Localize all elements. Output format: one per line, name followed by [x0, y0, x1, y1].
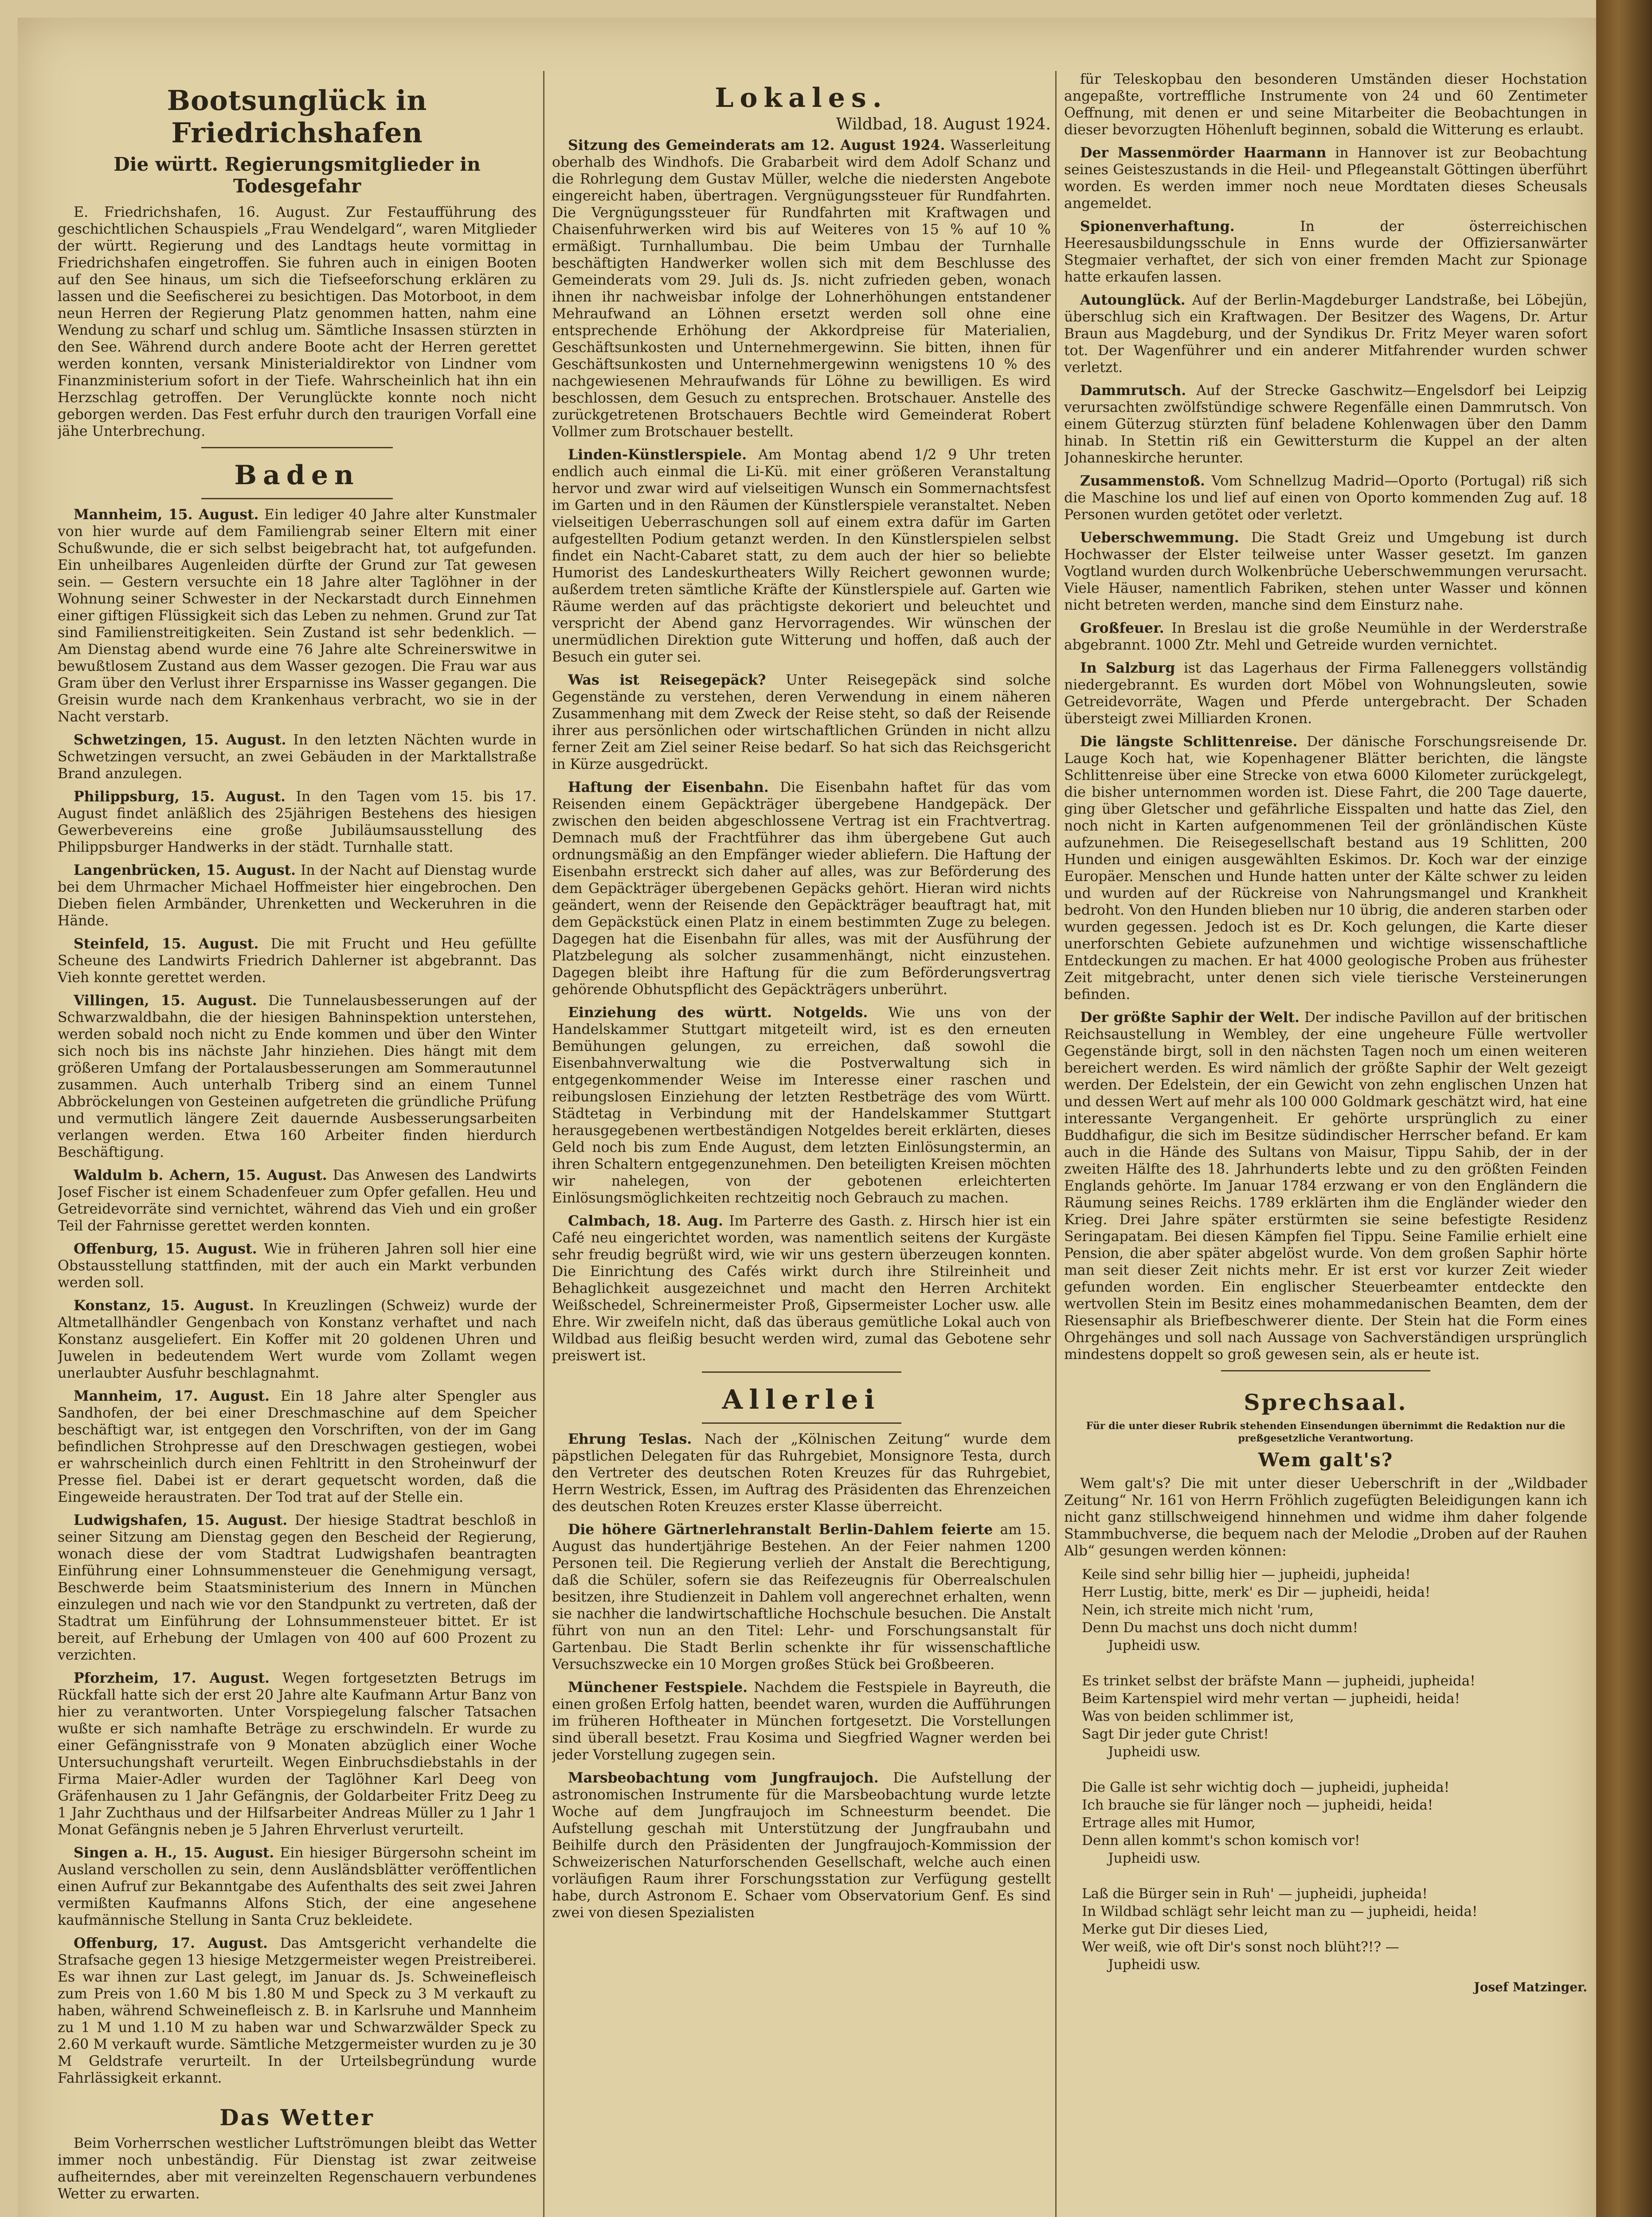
- signature: Josef Matzinger.: [1474, 1980, 1587, 1994]
- news-item-lead: Ueberschwemmung.: [1080, 529, 1239, 546]
- poem-line: Denn allen kommt's schon komisch vor!: [1082, 1833, 1360, 1849]
- news-item-text: In der österreichischen Heeresausbildungsschule in Enns wurde der Offiziersanwärter Stegmaier verhaftet, der sich von einer fremden Macht zur Spionage hatte erkaufen lassen.: [1064, 219, 1587, 285]
- news-item-text: In den letzten Nächten wurde in Schwetzingen versucht, an zwei Gebäuden in der Marktallstraße Brand anzulegen.: [58, 732, 536, 782]
- poem-line: Herr Lustig, bitte, merk' es Dir — jupheidi, heida!: [1082, 1584, 1431, 1600]
- divider: [702, 1371, 901, 1373]
- news-item-lead: Pforzheim, 17. August.: [74, 1670, 270, 1686]
- poem-line: Was von beiden schlimmer ist,: [1082, 1708, 1294, 1724]
- poem-line: Beim Kartenspiel wird mehr vertan — jupheidi, heida!: [1082, 1691, 1460, 1707]
- column-middle: [552, 71, 1051, 2217]
- news-item: [552, 1770, 1051, 1921]
- news-item-lead: Münchener Festspiele.: [568, 1679, 748, 1696]
- section-title-sprechsaal: Sprechsaal.: [1244, 1389, 1408, 1415]
- news-item-text: In Breslau ist die große Neumühle in der Werderstraße abgebrannt. 1000 Ztr. Mehl und Getreide wurden vernichtet.: [1064, 620, 1587, 653]
- baden-news-list: [58, 506, 536, 2087]
- poem-line: [1082, 1867, 1587, 1885]
- news-item-text: Die Tunnelausbesserungen auf der Schwarzwaldbahn, die der hiesigen Bahninspektion unterstehen, werden sobald noch nicht zu Ende kommen und über den Winter sich noch bis ins nächste Jahr hinziehen. Dies hängt mit dem größeren Umfang der Portalausbesserungen am Sommerautunnel zusammen. Auch unterhalb Triberg sind an einem Tunnel Abbröckelungen von Gesteinen aufgetreten die gründliche Prüfung und vermutlich längere Zeit dauernde Ausbesserungsarbeiten verlangen werden. Etwa 160 Arbeiter finden hierdurch Beschäftigung.: [58, 993, 536, 1160]
- poem: [1082, 1566, 1587, 1974]
- poem-line: Ich brauche sie für länger noch — jupheidi, heida!: [1082, 1797, 1433, 1813]
- poem-intro: Wem galt's? Die mit unter dieser Ueberschrift in der „Wildbader Zeitung“ Nr. 161 von Herrn Fröhlich zugefügten Beleidigungen kann ich nicht ganz stillschweigend hinnehmen und widme ihm daher folgende Stammbuchverse, die bequem nach der Melodie „Droben auf der Rauhen Alb“ gesungen werden können:: [1064, 1476, 1587, 1559]
- news-item: [1064, 145, 1587, 212]
- news-item-text: Unter Reisegepäck sind solche Gegenstände zu verstehen, deren Verwendung in einem näheren Zusammenhang mit dem Zweck der Reise steht, so daß der Reisende ihrer aus persönlichen oder wirtschaftlichen Gründen in nicht allzu ferner Zeit am Ziel seiner Reise bedarf. So hat sich das Reichsgericht in Kürze ausgedrückt.: [552, 672, 1051, 772]
- poem-line: Denn Du machst uns doch nicht dumm!: [1082, 1620, 1358, 1636]
- section-title-lokales: Lokales.: [715, 82, 888, 114]
- news-item-lead: Waldulm b. Achern, 15. August.: [74, 1167, 327, 1183]
- news-item: [58, 992, 536, 1161]
- poem-line: In Wildbad schlägt sehr leicht man zu — jupheidi, heida!: [1082, 1904, 1478, 1919]
- news-item-text: Wegen fortgesetzten Betrugs im Rückfall hatte sich der erst 20 Jahre alte Kaufmann Artur Banz von hier zu verantworten. Unter Vorspiegelung falscher Tatsachen wußte er sich namhafte Beträge zu erschwindeln. Er wurde zu einer Gefängnisstrafe von 9 Monaten abzüglich einer Woche Untersuchungshaft verurteilt. Wegen Einbruchsdiebstahls in der Firma Maier-Adler wurden der Taglöhner Karl Deeg von Gräfenhausen zu 1 Jahr Gefängnis, der Goldarbeiter Fritz Deeg zu 1 Jahr Zuchthaus und der Hilfsarbeiter Andreas Müller zu 1 Jahr 1 Monat Gefängnis neben je 5 Jahren Ehrverlust verurteilt.: [58, 1670, 536, 1838]
- news-item-lead: Ehrung Teslas.: [568, 1431, 692, 1447]
- news-item-lead: Die höhere Gärtnerlehranstalt Berlin-Dahlem feierte: [568, 1521, 993, 1538]
- news-item-lead: Singen a. H., 15. August.: [74, 1845, 274, 1861]
- divider: [702, 1422, 901, 1424]
- news-item-text: Auf der Strecke Gaschwitz—Engelsdorf bei Leipzig verursachten zwölfstündige schwere Regenfälle einen Dammrutsch. Von einem Güterzug stürzten fünf beladene Kohlenwagen über den Damm hinab. In Stettin riß ein Gewittersturm die Kuppel an der alten Johanneskirche herunter.: [1064, 383, 1587, 466]
- column-right: [1064, 71, 1587, 2217]
- section-title-allerlei: Allerlei: [722, 1384, 881, 1415]
- weather-text: Beim Vorherrschen westlicher Luftströmungen bleibt das Wetter immer noch unbeständig. Für Dienstag ist zwar zeitweise aufheiterndes, aber mit vereinzelten Regenschauern verbundenes Wetter zu erwarten.: [58, 2135, 536, 2202]
- news-item-text: in Hannover ist zur Beobachtung seines Geisteszustands in die Heil- und Pflegeanstalt Göttingen überführt worden. Es werden immer noch neue Mordtaten dieses Scheusals angemeldet.: [1064, 145, 1587, 212]
- news-item: [58, 732, 536, 782]
- news-item: [552, 779, 1051, 998]
- news-item: [552, 1431, 1051, 1515]
- divider: [201, 447, 393, 448]
- section-title-baden: Baden: [234, 460, 360, 491]
- news-item-lead: Dammrutsch.: [1080, 382, 1186, 399]
- news-item-text: Wie in früheren Jahren soll hier eine Obstausstellung stattfinden, mit der auch ein Markt verbunden werden soll.: [58, 1241, 536, 1291]
- news-item-text: ist das Lagerhaus der Firma Falleneggers vollständig niedergebrannt. Es wurden dort Möbel von Wohnungsleuten, sowie Getreidevorräte, Wagen und Pferde untergebracht. Der Schaden übersteigt zwei Milliarden Kronen.: [1064, 660, 1587, 727]
- news-item: [58, 1670, 536, 1838]
- news-item-text: Auf der Berlin-Magdeburger Landstraße, bei Löbejün, überschlug sich ein Kraftwagen. Der Besitzer des Wagens, Dr. Artur Braun aus Magdeburg, und der Syndikus Dr. Fritz Meyer waren sofort tot. Der Wagenführer und ein anderer Mitfahrender wurden schwer verletzt.: [1064, 292, 1587, 376]
- news-item-lead: Haftung der Eisenbahn.: [568, 779, 769, 795]
- news-item-text: Das Anwesen des Landwirts Josef Fischer ist einem Schadenfeuer zum Opfer gefallen. Heu und Getreidevorräte sind vernichtet, während das Vieh und ein großer Teil der Fahrnisse gerettet werden konnten.: [58, 1167, 536, 1234]
- news-item: [552, 1004, 1051, 1206]
- news-item-lead: Marsbeobachtung vom Jungfraujoch.: [568, 1770, 879, 1786]
- news-item-text: Im Parterre des Gasth. z. Hirsch hier ist ein Café neu eingerichtet worden, was namentlich seitens der Kurgäste sehr freudig begrüßt wird, wie wir uns gestern überzeugen konnten. Die Einrichtung des Cafés wirkt durch ihre Stilreinheit und Behaglichkeit ausgezeichnet und macht den Herren Architekt Weißschedel, Schreinermeister Proß, Gipsermeister Locher usw. alle Ehre. Wir zweifeln nicht, daß das überaus gemütliche Lokal auch von Wildbad aus fleißig besucht werden wird, zumal das Gebotene sehr preiswert ist.: [552, 1213, 1051, 1364]
- poem-line: Wer weiß, wie oft Dir's sonst noch blüht?!? —: [1082, 1939, 1399, 1955]
- poem-title: Wem galt's?: [1258, 1449, 1394, 1471]
- news-item-text: Ein hiesiger Bürgersohn scheint im Ausland verschollen zu sein, denn Ausländsblätter veröffentlichen einen Aufruf zur Bekanntgabe des Aufenthalts des seit zwei Jahren vermißten Kaufmanns Alfons Stich, der eine angesehene kaufmännische Stellung in Santa Cruz bekleidete.: [58, 1845, 536, 1928]
- poem-line: Jupheidi usw.: [1082, 1637, 1201, 1653]
- news-item-lead: Ludwigshafen, 15. August.: [74, 1512, 288, 1528]
- news-item-lead: Offenburg, 17. August.: [74, 1935, 268, 1951]
- news-item: [58, 506, 536, 725]
- local-news-list: [552, 137, 1051, 1364]
- news-item-lead: Der größte Saphir der Welt.: [1080, 1009, 1300, 1026]
- news-item: [1064, 1009, 1587, 1363]
- news-item-text: Ein lediger 40 Jahre alter Kunstmaler von hier wurde auf dem Familiengrab seiner Eltern mit einer Schußwunde, die er sich selbst beigebracht hat, tot aufgefunden. Ein unheilbares Augenleiden dürfte der Grund zur Tat gewesen sein. — Gestern versuchte ein 18 Jahre alter Taglöhner in der Wohnung seiner Schwester in der Neckarstadt durch Einnehmen einer giftigen Flüssigkeit sich das Leben zu nehmen. Grund zur Tat sind Familienstreitigkeiten. Sein Zustand ist sehr bedenklich. — Am Dienstag abend wurde eine 76 Jahre alte Schreinerswitwe in bewußtlosem Zustand aus dem Wasser gezogen. Die Frau war aus Gram über den Verlust ihrer Ersparnisse ins Wasser gegangen. Die Greisin wurde nach dem Krankenhaus verbracht, wo sie in der Nacht verstarb.: [58, 507, 536, 725]
- news-item-lead: Philippsburg, 15. August.: [74, 788, 286, 805]
- poem-line: Keile sind sehr billig hier — jupheidi, jupheida!: [1082, 1567, 1411, 1582]
- news-item: [1064, 382, 1587, 466]
- news-item-text: In der Nacht auf Dienstag wurde bei dem Uhrmacher Michael Hoffmeister hier eingebrochen. Den Dieben fielen Armbänder, Uhrenketten und Weckeruhren in die Hände.: [58, 862, 536, 929]
- news-item-text: Der dänische Forschungsreisende Dr. Lauge Koch hat, wie Kopenhagener Blätter berichten, die längste Schlittenreise über eine Strecke von etwa 6000 Kilometer zurückgelegt, die bisher unternommen worden ist. Diese Fahrt, die 200 Tage dauerte, ging über Gletscher und gefährliche Eisspalten und hatte das Ziel, den noch nicht in Karten aufgenommenen Teil der grönländischen Küste aufzunehmen. Die Reisegesellschaft bestand aus 19 Schlitten, 200 Hunden und einigen ausgewählten Eskimos. Dr. Koch war der einzige Europäer. Menschen und Hunde hatten unter der Kälte schwer zu leiden und wurden auf der Rückreise von Nahrungsmangel und Krankheit bedroht. Von den Hunden blieben nur 10 übrig, die anderen starben oder wurden gegessen. Jedoch ist es Dr. Koch gelungen, die Karte dieser unerforschten Gebiete aufzunehmen und wichtige wissenschaftliche Entdeckungen zu machen. Er hat 4000 geologische Proben aus frühester Zeit mitgebracht, unter denen sich viele tierische Versteinerungen befinden.: [1064, 734, 1587, 1003]
- news-item-text: In Kreuzlingen (Schweiz) wurde der Altmetallhändler Gengenbach von Konstanz verhaftet und nach Konstanz ausgeliefert. Ein Koffer mit 20 goldenen Uhren und Juwelen in bedeutendem Wert wurde vom Zollamt wegen unerlaubter Ausfuhr beschlagnahmt.: [58, 1298, 536, 1381]
- news-item: [1064, 473, 1587, 523]
- poem-line: [1082, 1761, 1587, 1778]
- poem-line: [1082, 1654, 1587, 1672]
- news-item: [58, 1935, 536, 2087]
- news-item: [1064, 733, 1587, 1003]
- poem-line: Die Galle ist sehr wichtig doch — jupheidi, jupheida!: [1082, 1779, 1450, 1795]
- news-item-lead: Linden-Künstlerspiele.: [568, 447, 747, 463]
- column-rule: [543, 71, 544, 2217]
- news-item-lead: Großfeuer.: [1080, 620, 1164, 636]
- news-item: [1064, 620, 1587, 654]
- news-item-text: Der hiesige Stadtrat beschloß in seiner Sitzung am Dienstag gegen den Bescheid der Regierung, wonach diese der vom Stadtrat Ludwigshafen beantragten Einführung einer Lohnsummensteuer die Genehmigung versagt, Beschwerde beim Staatsministerium des Innern in München einzulegen und nach wie vor den Standpunkt zu vertreten, daß der Stadtrat um Einführung der Lohnsummensteuer bittet. Er ist bereit, auf Erhebung der Umlagen von 400 auf 600 Prozent zu verzichten.: [58, 1512, 536, 1663]
- subheadline: Die württ. Regierungsmitglieder in Todesgefahr: [114, 153, 481, 197]
- news-item: [58, 1388, 536, 1506]
- news-item: [1064, 529, 1587, 614]
- news-item: [58, 936, 536, 986]
- news-item-text: Wasserleitung oberhalb des Windhofs. Die Grabarbeit wird dem Adolf Schanz und die Rohrlegung dem Gustav Müller, welche die niedersten Angebote eingereicht haben, übertragen. Vergnügungssteuer für Rundfahrten. Die Vergnügungssteuer für Rundfahrten mit Kraftwagen und Chaisenfuhrwerken wird bis auf Weiteres von 15 % auf 10 % ermäßigt. Turnhallumbau. Die beim Umbau der Turnhalle beschäftigten Handwerker wollen sich mit dem Beschlusse des Gemeinderats vom 29. Juli ds. Js. nicht zufrieden geben, wonach ihnen ihr nachweisbar infolge der Lohnerhöhungen entstandener Mehraufwand an Löhnen ersetzt werden soll ohne eine entsprechende Erhöhung der Akkordpreise für Materialien, Geschäftsunkosten und Unternehmergewinn. Sie bitten, ihnen für Geschäftsunkosten und Unternehmergewinn wenigstens 10 % des nachgewiesenen Mehraufwands für Löhne zu bewilligen. Es wird beschlossen, dem Gesuch zu entsprechen. Brotschauer. Anstelle des zurückgetretenen Brotschauers Bechtle wird Gemeinderat Robert Vollmer zum Brotschauer bestellt.: [552, 137, 1051, 440]
- poem-line: Merke gut Dir dieses Lied,: [1082, 1921, 1268, 1937]
- news-item: [58, 862, 536, 929]
- news-item-text: Nachdem die Festspiele in Bayreuth, die einen großen Erfolg hatten, beendet waren, wurden die Aufführungen im früheren Hoftheater in München fortgesetzt. Die Vorstellungen sind überall besetzt. Frau Kosima und Siegfried Wagner werden bei jeder Vorstellung zugegen sein.: [552, 1680, 1051, 1763]
- news-item-lead: Einziehung des württ. Notgelds.: [568, 1004, 868, 1021]
- news-item-lead: Sitzung des Gemeinderats am 12. August 1924.: [568, 137, 945, 153]
- news-item-lead: In Salzburg: [1080, 660, 1175, 676]
- news-item-lead: Zusammenstoß.: [1080, 473, 1205, 489]
- news-item-text: Nach der „Kölnischen Zeitung“ wurde dem päpstlichen Delegaten für das Ruhrgebiet, Monsignore Testa, durch den Vertreter des deutschen Roten Kreuzes für das Ruhrgebiet, Herrn Westrick, Essen, im Auftrag des Präsidenten das Ehrenzeichen des deutschen Roten Kreuzes erster Klasse überreicht.: [552, 1431, 1051, 1515]
- news-item-lead: Schwetzingen, 15. August.: [74, 732, 286, 748]
- news-item: [552, 1213, 1051, 1364]
- poem-line: Ertrage alles mit Humor,: [1082, 1815, 1256, 1831]
- poem-line: Es trinket selbst der bräfste Mann — jupheidi, jupheida!: [1082, 1673, 1476, 1689]
- news-item: [552, 672, 1051, 773]
- news-item: [1064, 292, 1587, 376]
- news-item-lead: Steinfeld, 15. August.: [74, 936, 259, 952]
- news-item-text: Der indische Pavillon auf der britischen Reichsaustellung in Wembley, der eine ungeheure Fülle wertvoller Gegenstände birgt, soll in den nächsten Tagen noch um einen weiteren bereichert werden. Es wird nämlich der größte Saphir der Welt gezeigt werden. Der Edelstein, der ein Gewicht von zehn englischen Unzen hat und dessen Wert auf mehr als 100 000 Goldmark geschätzt wird, hat eine interessante Vergangenheit. Er gehörte ursprünglich zu einer Buddhafigur, die sich im Besitze südindischer Herrscher befand. Er kam auch in die Hände des Sultans von Maisur, Tippu Sahib, der in der zweiten Hälfte des 18. Jahrhunderts lebte und zu den größten Feinden Englands gehörte. Im Januar 1784 erzwang er von den Engländern die Räumung seines Reichs. 1789 erklärten ihm die Engländer wieder den Krieg. Drei Jahre später erstürmten sie seine befestigte Residenz Seringapatam. Bei diesen Kämpfen fiel Tippu. Seine Familie erhielt eine Pension, die aber später abgelöst wurde. Von dem großen Saphir hörte man seit dieser Zeit nichts mehr. Er ist erst vor kurzer Zeit wieder gefunden worden. Ein englischer Steuerbeamter entdeckte den wertvollen Stein im Besitz eines mohammedanischen Beamten, dem der Riesensaphir als Briefbeschwerer diente. Der Stein hat die Form eines Ohrgehänges und soll nach Aussage von Sachverständigen ursprünglich mindestens doppelt so groß gewesen sein, als er heute ist.: [1064, 1010, 1587, 1363]
- news-item-lead: Calmbach, 18. Aug.: [568, 1213, 723, 1229]
- weather-title: Das Wetter: [219, 2104, 375, 2131]
- news-item-text: für Teleskopbau den besonderen Umständen dieser Hochstation angepaßte, vortreffliche Instrumente von 24 und 60 Zentimeter Oeffnung, mit denen er und seine Mitarbeiter die Beobachtungen in dieser bevorzugten Höhenluft beginnen, sobald die Witterung es erlaubt.: [1064, 71, 1587, 138]
- news-item-lead: Mannheim, 17. August.: [74, 1388, 270, 1404]
- news-item-text: Die Eisenbahn haftet für das vom Reisenden einem Gepäckträger übergebene Handgepäck. Der zwischen den beiden abgeschlossene Vertrag ist ein Frachtvertrag. Demnach muß der Frachtführer das ihm übergebene Gut auch ordnungsmäßig an den Empfänger wieder abliefern. Die Haftung der Eisenbahn erstreckt sich daher auf alles, was zur Beförderung des dem Gepäckträger übergebenen Gepäcks gehört. Hieran wird nichts geändert, wenn der Reisende den Gepäckträger beauftragt hat, mit dem Gepäckstück einen Platz in einem bestimmten Zuge zu belegen. Dagegen hat die Eisenbahn für alles, was mit der Ausführung der Platzbelegung als solcher zusammenhängt, nicht einzustehen. Dagegen bleibt ihre Haftung für die zum Beförderungsvertrag gehörende Obhutspflicht des Gepäckträgers unberührt.: [552, 779, 1051, 998]
- news-item-text: am 15. August das hundertjährige Bestehen. An der Feier nahmen 1200 Personen teil. Die Regierung verlieh der Anstalt die Berechtigung, daß die Schüler, sofern sie das Reifezeugnis für Oberrealschulen besitzen, ihre Studienzeit in Dahlem voll angerechnet erhalten, wenn sie nachher die landwirtschaftliche Hochschule besuchen. Die Anstalt führt von nun an den Titel: Lehr- und Forschungsanstalt für Gartenbau. Die Stadt Berlin schenkte ihr für wissenschaftliche Versuchszwecke ein 10 Morgen großes Stück bei Großbeeren.: [552, 1522, 1051, 1673]
- headline: Bootsunglück in Friedrichshafen: [167, 84, 427, 149]
- editorial-note: Für die unter dieser Rubrik stehenden Einsendungen übernimmt die Redaktion nur die preßgesetzliche Verantwortung.: [1086, 1420, 1566, 1444]
- news-item-text: Die Stadt Greiz und Umgebung ist durch Hochwasser der Elster teilweise unter Wasser gesetzt. Im ganzen Vogtland wurden durch Wolkenbrüche Ueberschwemmungen verursacht. Viele Häuser, namentlich Fabriken, stehen unter Wasser und können nicht betreten werden, manche sind dem Einsturz nahe.: [1064, 530, 1587, 613]
- book-binding: [1596, 0, 1652, 2217]
- news-item: [58, 788, 536, 856]
- news-item: [58, 1167, 536, 1234]
- news-item: [552, 447, 1051, 666]
- news-item-text: Am Montag abend 1/2 9 Uhr treten endlich auch einmal die Li-Kü. mit einer größeren Veranstaltung hervor und zwar wird auf vielseitigen Wunsch ein Sommernachtsfest im Garten und in den Räumen der Künstlerspiele veranstaltet. Neben vielseitigen Ueberraschungen soll auf einem extra dafür im Garten aufgestellten Podium getanzt werden. In den Künstlerspielen selbst findet ein Nacht-Cabaret statt, zu dem auch der hier so beliebte Humorist des Landeskurtheaters Willy Reichert gewonnen wurde; außerdem treten sämtliche Kräfte der Künstlerspiele auf. Garten wie Räume werden auf das prächtigste dekoriert und beleuchtet und verspricht der Abend ganz Hervorragendes. Wir wünschen der unermüdlichen Direktion gute Witterung und hoffen, daß auch der Besuch ein guter sei.: [552, 447, 1051, 665]
- news-item: [1064, 218, 1587, 286]
- news-item-lead: Die längste Schlittenreise.: [1080, 733, 1298, 750]
- news-item-lead: Der Massenmörder Haarmann: [1080, 145, 1327, 161]
- poem-line: Jupheidi usw.: [1082, 1744, 1201, 1760]
- poem-line: Sagt Dir jeder gute Christ!: [1082, 1726, 1269, 1742]
- news-item-text: Die mit Frucht und Heu gefüllte Scheune des Landwirts Friedrich Dahlerner ist abgebrannt. Das Vieh konnte gerettet werden.: [58, 936, 536, 986]
- news-item: [58, 1241, 536, 1291]
- poem-line: Jupheidi usw.: [1082, 1850, 1201, 1866]
- news-item-lead: Spionenverhaftung.: [1080, 218, 1235, 235]
- news-item-text: Wie uns von der Handelskammer Stuttgart mitgeteilt wird, ist es den erneuten Bemühungen gelungen, zu erreichen, daß sowohl die Eisenbahnverwaltung wie die Postverwaltung sich in entgegenkommender Weise im Interesse einer raschen und reibungslosen Einziehung der letzten Restbeträge des vom Württ. Städtetag in Verbindung mit der Handelskammer Stuttgart herausgegebenen wertbeständigen Notgeldes bereit erklärten, dieses Geld noch bis zum Ende August, dem letzten Einlösungstermin, an ihren Schaltern entgegenzunehmen. Den beteiligten Kreisen möchten wir nahelegen, von der gebotenen erleichterten Einlösungsmöglichkeiten rechtzeitig noch Gebrauch zu machen.: [552, 1005, 1051, 1206]
- column-left: [58, 71, 536, 2217]
- right-news-list: [1064, 71, 1587, 1363]
- poem-line: Laß die Bürger sein in Ruh' — jupheidi, jupheida!: [1082, 1886, 1428, 1902]
- poem-line: Jupheidi usw.: [1082, 1957, 1201, 1973]
- news-item: [552, 1679, 1051, 1763]
- news-item: [1064, 71, 1587, 138]
- divider: [201, 498, 393, 499]
- news-item-lead: Langenbrücken, 15. August.: [74, 862, 296, 878]
- news-item-text: In den Tagen vom 15. bis 17. August findet anläßlich des 25jährigen Bestehens des hiesigen Gewerbevereins eine große Jubiläumsausstellung des Philippsburger Handwerks in der städt. Turnhalle statt.: [58, 789, 536, 855]
- news-item-lead: Autounglück.: [1080, 292, 1186, 308]
- column-rule: [1055, 71, 1057, 2217]
- news-item: [58, 1512, 536, 1664]
- news-item: [58, 1845, 536, 1929]
- news-item: [552, 137, 1051, 440]
- news-item: [58, 1297, 536, 1382]
- newspaper-page: [18, 18, 1596, 2217]
- lead-article: E. Friedrichshafen, 16. August. Zur Festaufführung des geschichtlichen Schauspiels „Frau Wendelgard“, waren Mitglieder der württ. Regierung und des Landtags heute vormittag in Friedrichshafen eingetroffen. Sie fuhren auch in einigen Booten auf den See hinaus, um sich die Tiefseeforschung erklären zu lassen und die Seefischerei zu besichtigen. Das Motorboot, in dem neun Herren der Regierung Platz genommen hatten, nahm eine Wendung zu scharf und schlug um. Sämtliche Insassen stürzten in den See. Während durch andere Boote acht der Herren gerettet werden konnten, versank Ministerialdirektor von Lindner vom Finanzministerium sofort in der Tiefe. Wahrscheinlich hat ihn ein Herzschlag getroffen. Der Verunglückte konnte noch nicht geborgen werden. Das Fest erfuhr durch den traurigen Vorfall eine jähe Unterbrechung.: [58, 204, 536, 439]
- dateline: Wildbad, 18. August 1924.: [836, 115, 1051, 133]
- news-item-lead: Villingen, 15. August.: [74, 992, 257, 1009]
- news-item-lead: Was ist Reisegepäck?: [568, 672, 766, 688]
- news-item: [1064, 660, 1587, 727]
- news-item-text: Ein 18 Jahre alter Spengler aus Sandhofen, der bei einer Dreschmaschine auf dem Speicher beschäftigt war, ist entgegen den Vorschriften, von der im Gang befindlichen Strohpresse auf den Dreschwagen gestiegen, wobei er wahrscheinlich durch einen Fehltritt in den Stroheinwurf der Presse fiel. Dabei ist er derart gequetscht worden, daß die Eingeweide heraustraten. Der Tod trat auf der Stelle ein.: [58, 1388, 536, 1505]
- poem-line: Nein, ich streite mich nicht 'rum,: [1082, 1602, 1314, 1618]
- news-item-lead: Mannheim, 15. August.: [74, 506, 259, 523]
- divider: [1221, 1370, 1430, 1371]
- news-item: [552, 1521, 1051, 1673]
- news-item-text: Vom Schnellzug Madrid—Oporto (Portugal) riß sich die Maschine los und lief auf einen von Oporto kommenden Zug auf. 18 Personen wurden getötet oder verletzt.: [1064, 473, 1587, 523]
- news-item-lead: Konstanz, 15. August.: [74, 1297, 254, 1314]
- news-item-lead: Offenburg, 15. August.: [74, 1241, 257, 1257]
- misc-news-list: [552, 1431, 1051, 1921]
- news-item-text: Das Amtsgericht verhandelte die Strafsache gegen 13 hiesige Metzgermeister wegen Preistreiberei. Es war ihnen zur Last gelegt, im Januar ds. Js. Schweinefleisch zum Preis von 1.60 M bis 1.80 M und Speck zu 3 M verkauft zu haben, während Schweinefleisch z. B. in Karlsruhe und Mannheim zu 1 M und 1.10 M zu haben war und Schwarzwälder Speck zu 2.60 M verkauft wurde. Sämtliche Metzgermeister wurden zu je 30 M Geldstrafe verurteilt. In der Urteilsbegründung wurde Fahrlässigkeit erkannt.: [58, 1935, 536, 2086]
- news-item-text: Die Aufstellung der astronomischen Instrumente für die Marsbeobachtung wurde letzte Woche auf dem Jungfraujoch im Schneesturm beendet. Die Aufstellung geschah mit Unterstützung der Jungfraubahn und Beihilfe durch den Präsidenten der Jungfraujoch-Kommission der Schweizerischen Naturforschenden Gesellschaft, welche auch einen vorläufigen Raum ihrer Forschungsstation zur Verfügung gestellt habe, durch Astronom E. Schaer vom Observatorium Genf. Es sind zwei von diesen Spezialisten: [552, 1770, 1051, 1921]
